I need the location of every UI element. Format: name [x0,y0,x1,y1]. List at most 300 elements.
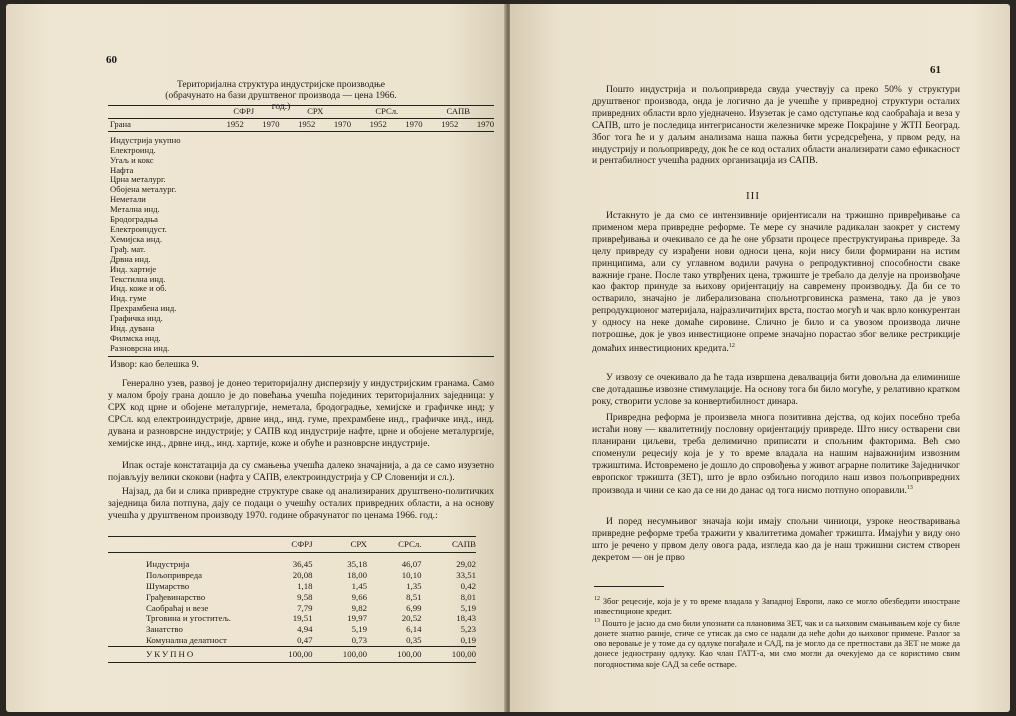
right-paragraph-5-text: И поред несумњивог значаја који имају спољни чиниоци, узроке неостваривања привредне реформе треба тражити у квалитетима домаћег тржишта. Имајући у виду оно што је речено у првом делу овога рада, изгледа као да је наш тржишни систем створен декретом — он је прво [592,516,960,563]
table1-cell [423,195,459,205]
table2-cell: 20,52 [401,613,422,624]
table1-cell [208,215,244,225]
table1-row-name: Електроинд. [110,144,156,155]
table1-row-name: Обојена металург. [110,184,177,195]
right-paragraph-3 [592,372,960,408]
table1-cell [423,156,459,166]
table1-cell [387,334,423,344]
table2-row [108,570,476,581]
table1-cell [458,314,494,324]
table1-row [108,131,494,145]
table1-cell [387,156,423,166]
table1-row [108,344,494,356]
table2-total-cell: 100,00 [313,647,368,663]
table1-cell [280,185,316,195]
table1-cell [244,166,280,176]
table1-cell [315,334,351,344]
page-number-right: 61 [930,64,941,76]
table1-cell [387,215,423,225]
table1-row [108,255,494,265]
table1-cell [351,255,387,265]
table1-row [108,185,494,195]
table1-cell [315,225,351,235]
table1-cell [387,324,423,334]
table1-cell [351,245,387,255]
table1-cell [315,255,351,265]
table1-cell [244,344,280,356]
table1-cell [315,166,351,176]
table2-cell: 1,18 [297,580,313,591]
table1-cell [280,166,316,176]
page-number-left: 60 [106,54,117,66]
table1-cell [458,195,494,205]
table2-cell: 6,14 [406,624,422,635]
table1-cell [351,284,387,294]
table1-cell [387,146,423,156]
table1-cell [280,195,316,205]
footnote-12-text: Због рецесије, која је у то време владала у Западној Европи, лако се могло обезбедити иностране инвестиционе кредит. [594,596,961,616]
table1-cell [458,185,494,195]
table1-cell [351,166,387,176]
table2-row-name: Грађевинарство [146,591,206,602]
table1-cell [387,225,423,235]
table2-column-header: СРХ [313,537,368,553]
table2-cell: 0,73 [351,635,367,646]
table1-cell [315,235,351,245]
table1-row [108,235,494,245]
table1-cell [351,265,387,275]
footnote-12-number: 12 [594,596,600,602]
table1-cell [244,235,280,245]
table2-column-header: САПВ [422,537,477,553]
table1-cell [244,265,280,275]
table1-cell [351,215,387,225]
table1-row-name: Разноврсна инд. [108,344,208,356]
table1-cell [244,245,280,255]
table2-cell: 0,35 [406,635,422,646]
right-paragraph-4 [592,412,960,498]
table1-row-name: Прехрамбена инд. [110,303,177,314]
table1-row [108,245,494,255]
table2-row-name: Шумарство [146,580,190,591]
table2-corner [108,537,258,553]
table1-cell [458,245,494,255]
table1-row-name: Метална инд. [110,204,160,215]
table1-cell [244,255,280,265]
table1-cell [208,166,244,176]
table1-row [108,195,494,205]
table1-cell [315,265,351,275]
table2-cell: 46,07 [401,558,422,569]
table2-cell: 9,58 [297,591,313,602]
table2-row-name: Трговина и угоститељ. [146,613,232,624]
table1-subtitle: (обрачунато на бази друштвеног производа — цена 1966. год.) [165,91,397,112]
table1-cell [458,131,494,145]
table1-cell [244,185,280,195]
right-paragraph-3-text: У извозу се очекивало да ће тада извршена девалвација бити довољна да елиминише све дотадашње извозне стимулације. На основу тога би било могуће, у релативно кратком року, створити услове за конвертибилност динара. [592,372,960,407]
table1-cell [387,275,423,285]
table1-cell [208,245,244,255]
table1-cell [351,324,387,334]
table1-cell [458,284,494,294]
table1-cell [280,344,316,356]
table1-cell [387,131,423,145]
left-paragraph-1-text: Генерално узев, развој је донео територијалну дисперзију у индустријским гранама. Само у малом броју грана дошло је до повећања учешћа појединих територијалних заједница: у СРХ код црне и обојене металургије, неметала, бродоградње, хемијске и графичке инд; у СРСл. код електроиндустрије, дрвне инд., инд. гуме, прехрамбене инд., графичке инд., инд. дувана и разноврсне индустрије; у САПВ код индустрије нафте, црне и обојене металургије, хемијске инд., дрвне инд., инд. хартије, коже и обуће и разноврсне индустрије. [108,378,494,449]
table2-row-name: Пољопривреда [146,569,203,580]
table2-column-header: СФРЈ [258,537,313,553]
table1-cell [423,334,459,344]
table1-cell [244,156,280,166]
table1-cell [458,324,494,334]
table1-row-name: Текстилна инд. [110,273,166,284]
table1-cell [423,304,459,314]
table1-cell [387,166,423,176]
table1-cell [280,334,316,344]
table2-row [108,603,476,614]
table1-row-name: Индустрија укупно [110,134,181,145]
table1-cell [458,304,494,314]
table2-row-name: Саобраћај и везе [146,602,209,613]
table1-cell [280,215,316,225]
table1-cell [387,185,423,195]
table1-group-header: СФРЈ [208,106,280,119]
table1-cell [208,275,244,285]
table1-cell [387,205,423,215]
table1-cell [351,294,387,304]
right-paragraph-1 [592,84,960,167]
table2-row-name: Комунална делатност [146,635,227,646]
table1-cell [458,166,494,176]
table1-row [108,314,494,324]
table2-column-header: СРСл. [367,537,422,553]
table2-row [108,635,476,646]
right-paragraph-1-text: Пошто индустрија и пољопривреда свуда учествују са преко 50% у структури друштвеног производа, онда је логично да је учешће у привредној структури осталих привредних области врло уједначено. Изузетак је само одступање код саобраћаја и веза у САПВ, што је последица интегрисаности железничке мреже Покрајине у ЖТП Београд. Због тога ће и у даљим анализама наша пажња бити усредсређена, у првом реду, на индустрију и пољопривреду, док ће се код осталих области анализирати само ефикасност и рентабилност учешћа радних организација из САПВ. [592,84,960,167]
table1-cell [423,255,459,265]
table2-cell: 33,51 [456,569,476,580]
table1-cell [208,334,244,344]
table1-cell [280,146,316,156]
table1-cell [351,304,387,314]
table1-row [108,304,494,314]
table1-year-header: 1970 [244,118,280,131]
table1-cell [280,235,316,245]
table1-cell [458,156,494,166]
table1-cell [315,344,351,356]
footnote-13-text: Пошто је јасно да смо били упознати са плановима ЗЕТ, чак и са њиховим смањивањем које су биле донете знатно раније, стиче се утисак да смо се надали да неће доћи до њиховог примене. Разлог за ово веровање је у томе да су одлуке погађале и САД, па је могло да се претпостави да ЗЕТ не може да донесе једнострану одлуку. Као члан ГАТТ-а, ми смо могли да очекујемо да се користимо свим погодностима које САД за себе остваре. [594,618,960,669]
right-paragraph-4-text: Привредна реформа је произвела многа позитивна дејства, од којих посебно треба истаћи нову — квалитетнију пословну оријентацију привреде. Што нису остварени сви планирани циљеви, треба делимично приписати и спољним факторима. Већ смо споменули рецесију која је у то време владала на нашим најважнијим извозним тржиштима. Истовремено је дошло до спровођења у живот аграрне политике Заједничког европског тржишта (ЗЕТ), што је врло озбиљно погодило наш извоз пољопривредних производа и чини се као да се ни до данас од тога нисмо потпуно опоравили. [592,412,960,497]
table1-cell [423,275,459,285]
right-paragraph-2-text: Истакнуто је да смо се интензивније оријентисали на тржишно привређивање са применом мера привредне реформе. Те мере су значиле радикалан заокрет у систему привређивања и очекивало се да ће оне убрзати процесе преструктуирања привреде. За целу привреду су израђени нови односи цена, који нису били формирани на истим принципима, али су углавном водили рачуна о репродуктивној способности сваке важније гране. После тако утврђених цена, тржиште је требало да делује на произвођаче као фактор принуде за њихову оријентацију на савремену производњу. Да би се то остварило, значајно је либерализована спољнотрговинска размена, тако да је увоз репродукционог материјала, најразличитијих врста, постао могућ и чак врло конкурентан у односу на неке домаће сировине. Слично је било и са увозом производа личне потрошње, док је увоз инвестиционе опреме значајно порастао због велике рестрикције домаћих инвестиционих кредита. [592,210,960,355]
table1-row [108,284,494,294]
table1-cell [315,205,351,215]
table1-cell [458,344,494,356]
table1-cell [315,195,351,205]
table1-cell [351,175,387,185]
table1-cell [315,324,351,334]
table2-cell: 5,23 [460,624,476,635]
table1-group-header: САПВ [423,106,495,119]
table1-cell [423,235,459,245]
table1-cell [315,131,351,145]
table1-cell [423,265,459,275]
table2-cell: 18,00 [347,569,367,580]
footnote-rule [594,586,664,587]
table1-cell [423,215,459,225]
book-spread [6,4,1010,712]
table1-cell [208,156,244,166]
table2-cell: 6,99 [406,602,422,613]
table1-cell [208,235,244,245]
table2-total-cell: 100,00 [367,647,422,663]
table2-cell: 35,18 [347,558,367,569]
table1-cell [423,205,459,215]
table1-cell [458,146,494,156]
table2-cell: 10,10 [401,569,422,580]
table1-cell [387,195,423,205]
table1-cell [423,175,459,185]
table1-cell [244,215,280,225]
table1-row-name: Угаљ и кокс [110,154,154,165]
table1-cell [458,294,494,304]
table1-cell [387,175,423,185]
table1-cell [387,304,423,314]
footnote-13-number: 13 [594,618,600,624]
table1-row [108,156,494,166]
table1-cell [423,314,459,324]
table1-cell [280,175,316,185]
table2-row [108,624,476,635]
table1-cell [208,225,244,235]
table1-row-name: Инд. коже и об. [110,283,167,294]
left-paragraph-2-text: Ипак остаје констатација да су смањења учешћа далеко значајнија, а да се само изузетно појављују велики скокови (нафта у САПВ, електроиндустрија у СР Словенији и сл.). [108,460,494,483]
table1-cell [458,175,494,185]
table1-cell [244,275,280,285]
table1-cell [208,284,244,294]
table1-cell [458,205,494,215]
table1-cell [458,255,494,265]
table1-cell [280,304,316,314]
table1-cell [315,275,351,285]
table1-year-header: 1970 [315,118,351,131]
table2-cell: 8,01 [460,591,476,602]
table1-group-header: СРХ [280,106,352,119]
table1-cell [423,185,459,195]
table1-row-name: Хемијска инд. [110,233,162,244]
table2-row [108,552,476,569]
table1-cell [423,284,459,294]
right-page [510,4,1010,712]
table1-cell [458,215,494,225]
table1-cell [208,265,244,275]
table1-cell [387,265,423,275]
table1-title: Територијална структура индустријске производње [176,80,386,90]
left-paragraph-3 [108,486,494,522]
table1-cell [351,156,387,166]
table1-cell [244,205,280,215]
table1-year-header: 1952 [208,118,244,131]
table2-cell: 5,19 [460,602,476,613]
footnote-13 [594,616,960,670]
industry-structure-table [108,105,494,357]
table1-cell [351,235,387,245]
left-page [6,4,506,712]
table1-row-name: Инд. гуме [110,293,147,304]
table1-cell [351,314,387,324]
table1-cell [280,265,316,275]
table1-cell [351,195,387,205]
table1-cell [244,175,280,185]
table1-row-name: Инд. хартије [110,263,157,274]
table1-cell [280,324,316,334]
table2-total-cell: 100,00 [422,647,477,663]
table2-cell: 8,51 [406,591,422,602]
table1-cell [244,284,280,294]
table1-cell [387,235,423,245]
table2-cell: 1,45 [351,580,367,591]
left-paragraph-2 [108,460,494,484]
table1-row-name: Неметали [110,194,146,205]
table1-cell [280,205,316,215]
table1-cell [423,245,459,255]
table1-cell [458,334,494,344]
table1-cell [423,344,459,356]
table1-cell [208,146,244,156]
table1-cell [351,225,387,235]
table1-cell [315,284,351,294]
table1-cell [280,255,316,265]
table1-cell [280,314,316,324]
table1-cell [244,314,280,324]
table1-row-name: Бродоградња [110,214,158,225]
table1-cell [387,344,423,356]
table1-year-header: 1970 [387,118,423,131]
table2-total-row [108,647,476,663]
table1-cell [315,215,351,225]
table1-cell [387,284,423,294]
table2-cell: 20,08 [292,569,313,580]
table2-row [108,592,476,603]
table1-cell [351,131,387,145]
table1-cell [208,304,244,314]
table1-cell [423,131,459,145]
sector-share-table [108,536,476,663]
table1-cell [208,314,244,324]
table1-cell [315,156,351,166]
table2-cell: 18,43 [456,613,476,624]
footnote-12 [594,594,960,617]
table1-cell [280,245,316,255]
left-paragraph-1 [108,378,494,449]
table1-cell [458,225,494,235]
table2-cell: 5,19 [351,624,367,635]
table1-cell [423,166,459,176]
table1-row-name: Грађ. мат. [110,243,146,254]
table2-cell: 29,02 [456,558,476,569]
table1-row-name: Графичка инд. [110,313,163,324]
table1-cell [208,131,244,145]
table1-row-name: Филмска инд. [110,332,161,343]
section-heading: III [746,190,760,202]
table1-cell [387,245,423,255]
table1-cell [208,185,244,195]
table2-cell: 1,35 [406,580,422,591]
table1-cell [423,146,459,156]
table1-cell [208,175,244,185]
table2-cell: 36,45 [292,558,313,569]
left-paragraph-3-text: Најзад, да би и слика привредне структуре сваке од анализираних друштвено-политичких заједница била потпуна, дају се подаци о учешћу осталих привредних области, а на основу учешћа у друштвеном производу 1970. године обрачунатог по ценама 1966. год.: [108,486,494,521]
table1-year-header: 1952 [351,118,387,131]
table1-cell [315,304,351,314]
table1-row-header: Грана [108,118,208,131]
table1-cell [387,255,423,265]
table1-row-name: Дрвна инд. [110,253,151,264]
table1-cell [423,225,459,235]
table1-cell [208,255,244,265]
table1-cell [315,185,351,195]
table1-row [108,324,494,334]
table1-cell [315,245,351,255]
table1-cell [280,284,316,294]
table2-cell: 4,94 [297,624,313,635]
table1-cell [351,344,387,356]
table2-cell: 9,66 [351,591,367,602]
table1-row [108,166,494,176]
table1-row-name: Нафта [110,164,134,175]
table1-row-name: Електроиндуст. [110,223,167,234]
table2-row [108,613,476,624]
table1-cell [244,131,280,145]
table1-cell [351,185,387,195]
table1-cell [351,334,387,344]
table1-cell [351,275,387,285]
table1-cell [280,225,316,235]
table1-year-header: 1970 [458,118,494,131]
footnote-ref-13: 13 [906,485,913,492]
table1-cell [458,275,494,285]
table1-cell [208,195,244,205]
table1-cell [458,265,494,275]
table1-group-header: СРСл. [351,106,423,119]
table1-row [108,146,494,156]
table2-cell: 19,51 [292,613,313,624]
table2-total-cell: 100,00 [258,647,313,663]
table1-cell [280,275,316,285]
table1-cell [280,131,316,145]
table2-total-label: УКУПНО [108,647,258,663]
table1-cell [280,156,316,166]
table1-cell [244,294,280,304]
table2-cell: 0,47 [297,635,313,646]
table1-cell [387,314,423,324]
table2-cell: 0,42 [460,580,476,591]
table1-cell [351,146,387,156]
table1-cell [208,205,244,215]
table1-cell [244,195,280,205]
table2-row-name: Индустрија [146,558,190,569]
table1-cell [315,146,351,156]
table1-cell [423,324,459,334]
table1-cell [244,225,280,235]
table1-row [108,205,494,215]
table2-cell: 7,79 [297,602,313,613]
table1-source: Извор: као белешка 9. [110,360,199,370]
table1-cell [387,294,423,304]
table2-row [108,581,476,592]
table1-row [108,265,494,275]
table1-cell [280,294,316,304]
table1-year-header: 1952 [280,118,316,131]
table2-cell: 19,97 [347,613,367,624]
